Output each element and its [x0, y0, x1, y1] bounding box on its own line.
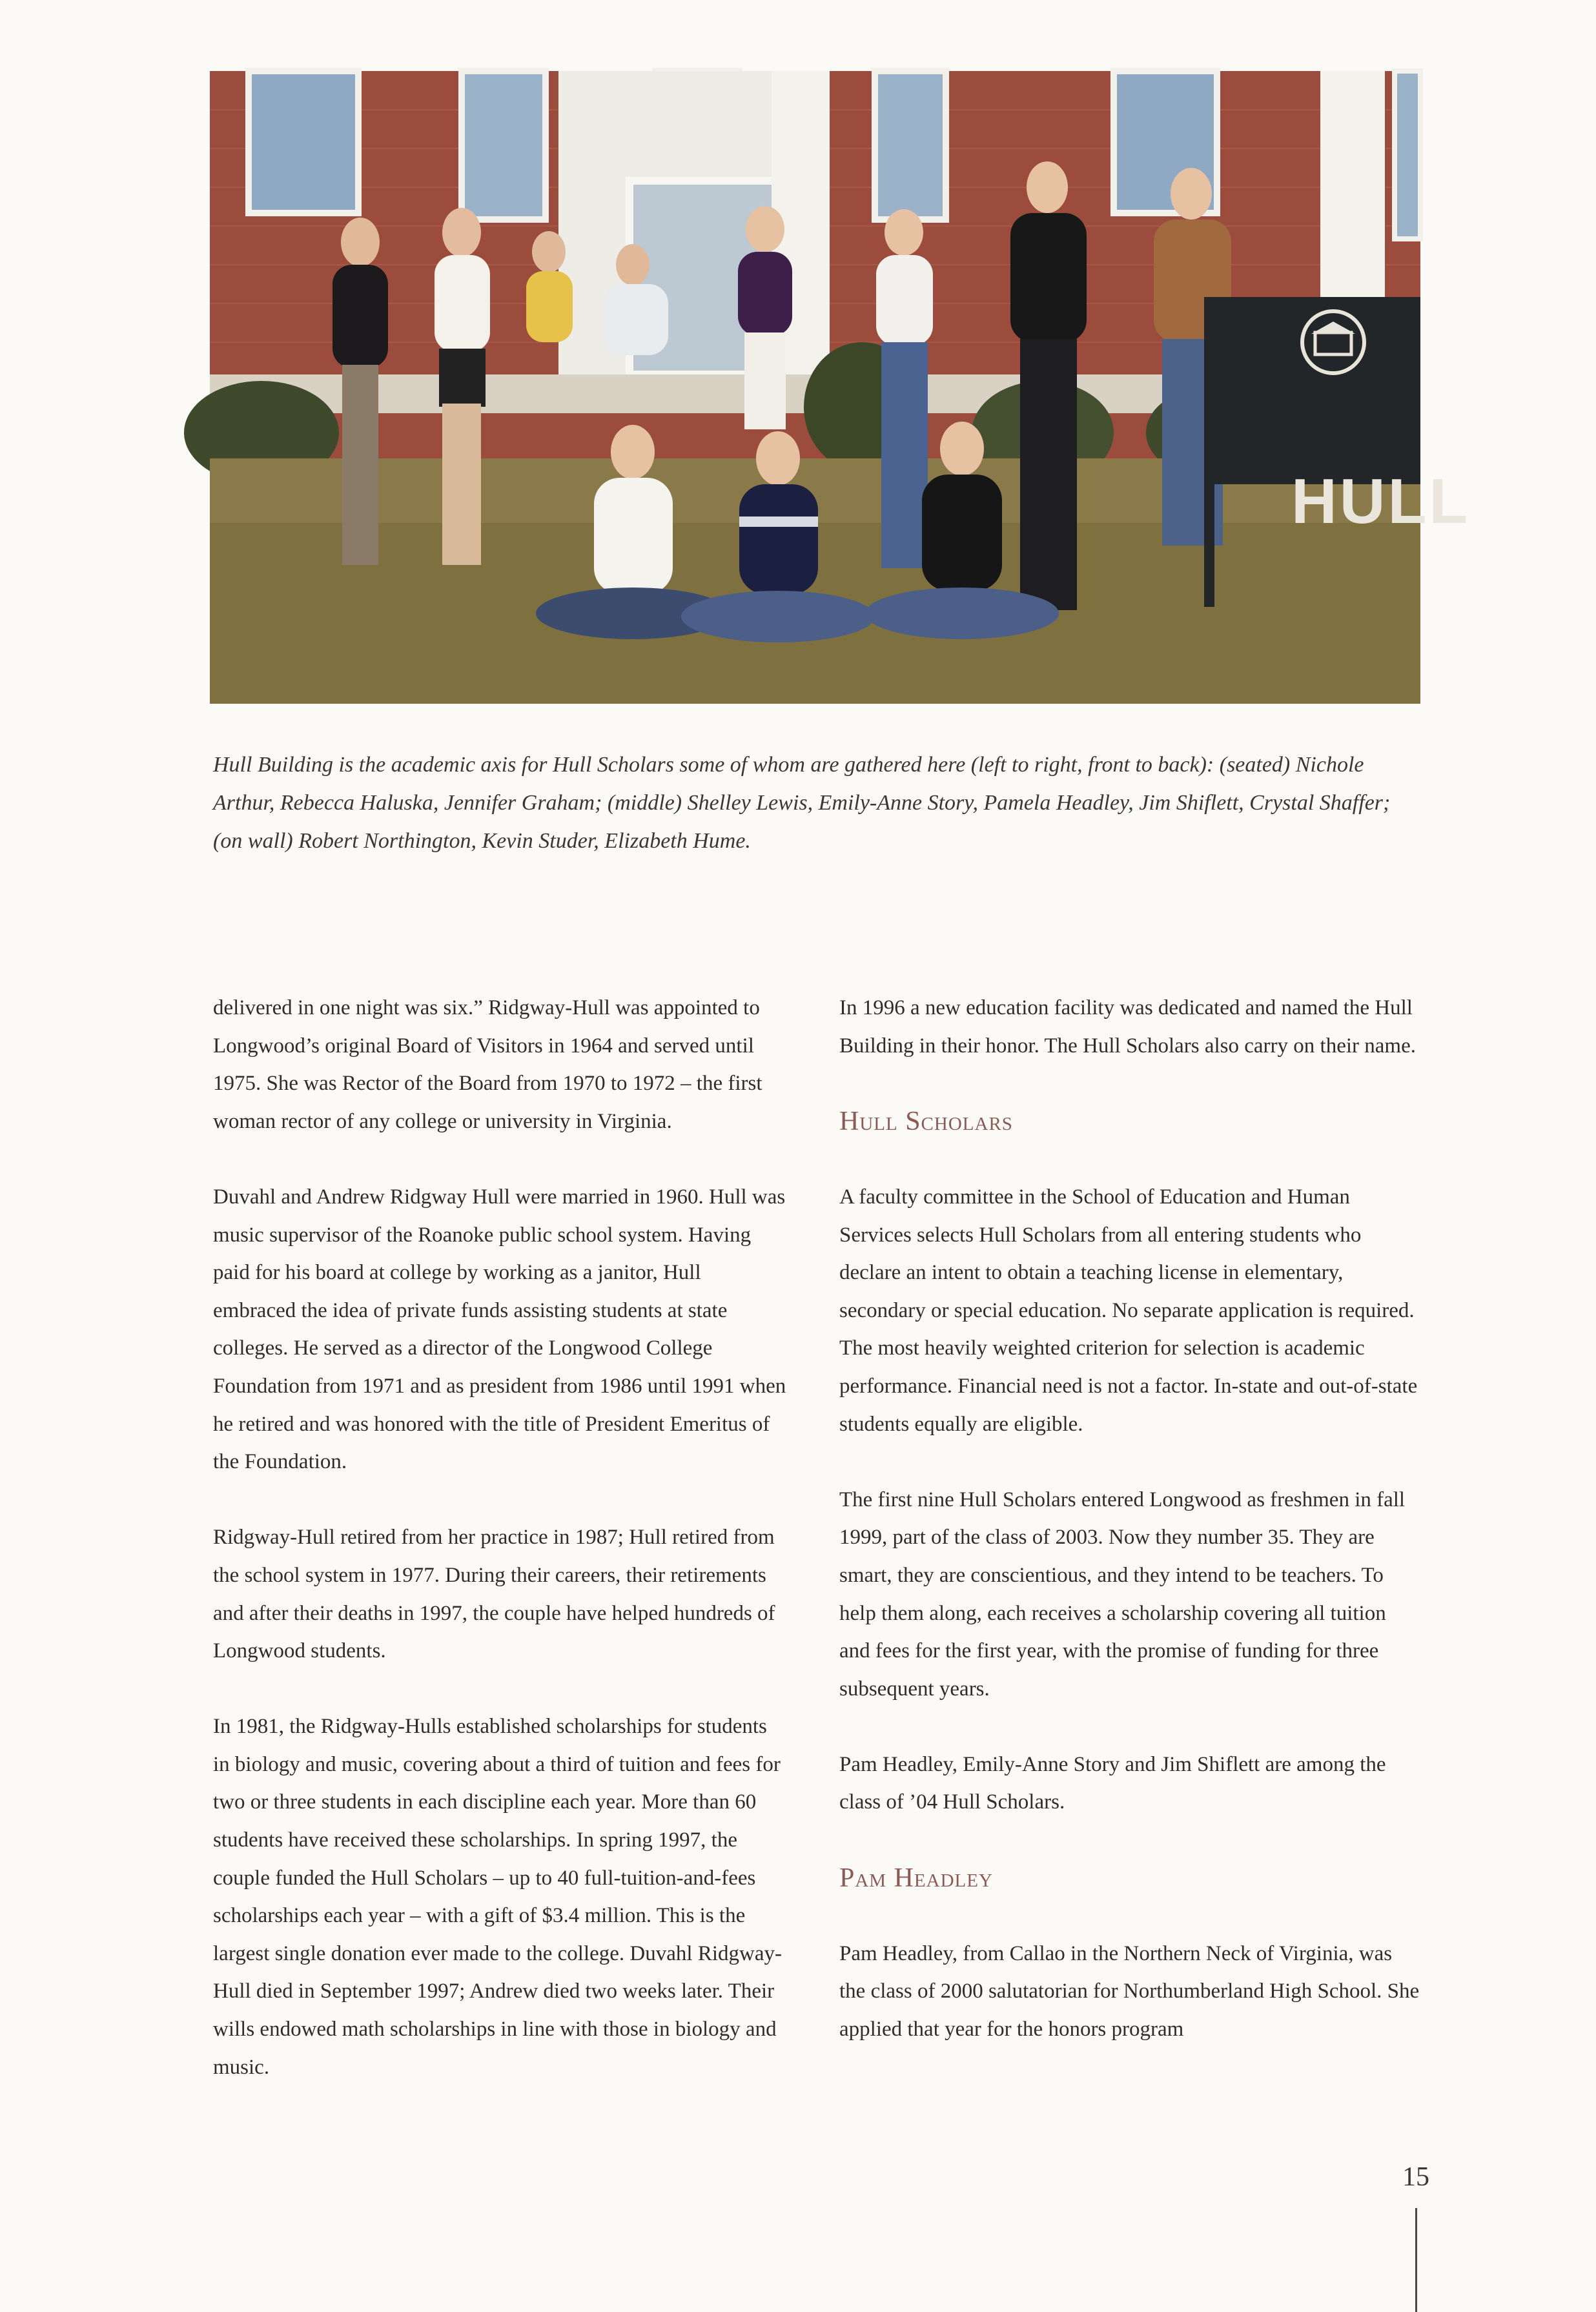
- section-heading-pam-headley: Pam Headley: [839, 1863, 993, 1893]
- right-column: [839, 989, 1420, 2086]
- paragraph: delivered in one night was six.” Ridgway-Hull was appointed to Longwood’s original Board of Visitors in 1964 and served until 1975. She was Rector of the Board from 1970 to 1972 – the first woman rector of any college or university in Virginia.: [213, 996, 762, 1133]
- paragraph: Duvahl and Andrew Ridgway Hull were married in 1960. Hull was music supervisor of the Roanoke public school system. Having paid for his board at college by working as a janitor, Hull embraced the idea of private funds assisting students at state colleges. He served as a director of the Longwood College Foundation from 1971 and as president from 1986 until 1991 when he retired and was honored with the title of President Emeritus of the Foundation.: [213, 1185, 786, 1474]
- left-column: [213, 989, 788, 2124]
- paragraph: A faculty committee in the School of Education and Human Services selects Hull Scholars from all entering students who declare an intent to obtain a teaching license in elementary, secondary or special education. No separate application is required. The most heavily weighted criterion for selection is academic performance. Financial need is not a factor. In-state and out-of-state students equally are eligible.: [839, 1185, 1418, 1436]
- paragraph: Pam Headley, from Callao in the Northern Neck of Virginia, was the class of 2000 salutatorian for Northumberland High School. She applied that year for the honors program: [839, 1941, 1420, 2041]
- photo-caption: Hull Building is the academic axis for Hull Scholars some of whom are gathered here (left to right, front to back): (seated) Nichole Arthur, Rebecca Haluska, Jennifer Graham; (middle) Shelley Lewis, Emily-Anne Story, Pamela Headley, Jim Shiflett, Crystal Shaffer; (on wall) Robert Northington, Kevin Studer, Elizabeth Hume.: [213, 753, 1391, 853]
- paragraph: Ridgway-Hull retired from her practice in 1987; Hull retired from the school system in 1977. During their careers, their retirements and after their deaths in 1997, the couple have helped hundreds of Longwood students.: [213, 1526, 775, 1663]
- paragraph: In 1996 a new education facility was dedicated and named the Hull Building in their honor. The Hull Scholars also carry on their name.: [839, 996, 1416, 1058]
- page-rule: [1415, 2208, 1417, 2312]
- paragraph: The first nine Hull Scholars entered Longwood as freshmen in fall 1999, part of the class of 2003. Now they number 35. They are smart, they are conscientious, and they intend to be teachers. To help them along, each receives a scholarship covering all tuition and fees for the first year, with the promise of funding for three subsequent years.: [839, 1488, 1406, 1701]
- paragraph: Pam Headley, Emily-Anne Story and Jim Shiflett are among the class of ’04 Hull Scholars.: [839, 1752, 1386, 1814]
- paragraph: In 1981, the Ridgway-Hulls established scholarships for students in biology and music, covering about a third of tuition and fees for two or three students in each discipline each year. More than 60 students have received these scholarships. In spring 1997, the couple funded the Hull Scholars – up to 40 full-tuition-and-fees scholarships each year – with a gift of $3.4 million. This is the largest single donation ever made to the college. Duvahl Ridgway-Hull died in September 1997; Andrew died two weeks later. Their wills endowed math scholarships in line with those in biology and music.: [213, 1715, 782, 2079]
- section-heading-hull-scholars: Hull Scholars: [839, 1106, 1013, 1136]
- group-photo: [210, 71, 1471, 704]
- hull-sign-text: HULL: [1291, 465, 1471, 537]
- page-number: 15: [1402, 2162, 1429, 2192]
- group-photo-illustration: [210, 71, 1471, 704]
